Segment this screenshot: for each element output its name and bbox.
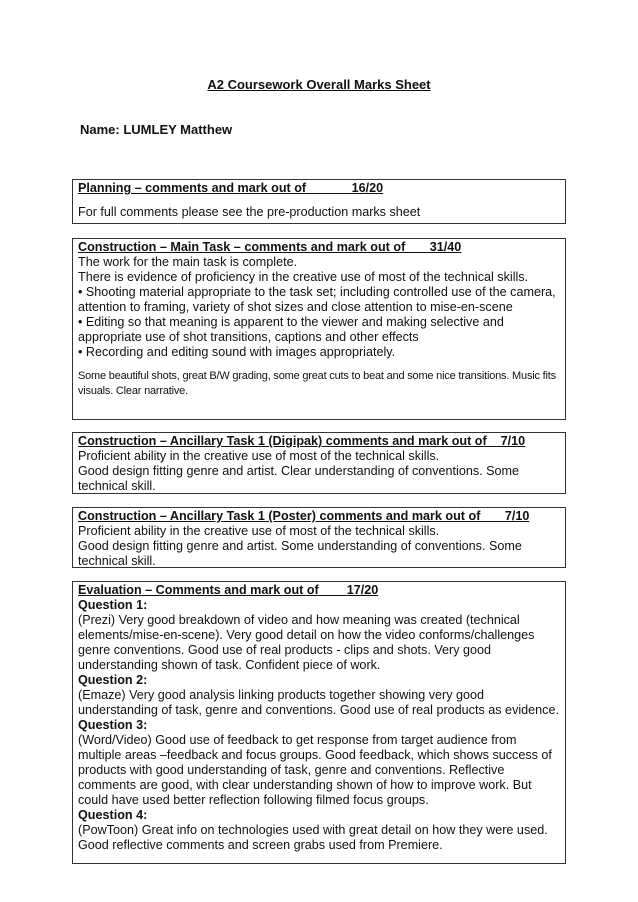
main-task-heading: Construction – Main Task – comments and mark out of 31/40 [78,240,462,254]
evaluation-section [72,581,566,864]
ancillary-poster-heading: Construction – Ancillary Task 1 (Poster) comments and mark out of 7/10 [78,509,530,523]
question-comment: (Emaze) Very good analysis linking products together showing very good understanding of task, genre and conventions. Good use of real products as evidence. [78,688,559,717]
ancillary-digipak-line: Good design fitting genre and artist. Clear understanding of conventions. Some technical skill. [78,464,520,493]
main-task-line: The work for the main task is complete. [78,255,298,269]
main-task-note: Some beautiful shots, great B/W grading, some great cuts to beat and some nice transitions. Music fits visuals. Clear narrative. [78,370,556,397]
question-label: Question 1: [78,598,148,612]
planning-section [72,179,566,224]
main-task-bullet: • Recording and editing sound with images appropriately. [78,345,396,359]
main-task-bullet: • Editing so that meaning is apparent to the viewer and making selective and appropriate use of shot transitions, captions and other effects [78,315,504,344]
question-comment: (PowToon) Great info on technologies used with great detail on how they were used. Good reflective comments and screen grabs used from Premiere. [78,823,548,852]
question-label: Question 4: [78,808,148,822]
evaluation-heading: Evaluation – Comments and mark out of 17/20 [78,583,379,597]
question-comment: (Word/Video) Good use of feedback to get response from target audience from multiple areas –feedback and focus groups. Good feedback, which shows success of products with good understanding of task, genre and conventions. Reflective comments are good, with clear understanding shown of how to improve work. But could have used better reflection following filmed focus groups. [78,733,552,807]
document-title: A2 Coursework Overall Marks Sheet [207,77,431,92]
ancillary-digipak-section [72,432,566,494]
main-task-line: There is evidence of proficiency in the creative use of most of the technical skills. [78,270,529,284]
ancillary-digipak-heading: Construction – Ancillary Task 1 (Digipak) comments and mark out of 7/10 [78,434,526,448]
ancillary-poster-section [72,507,566,568]
question-comment: (Prezi) Very good breakdown of video and how meaning was created (technical elements/mise-en-scene). Very good detail on how the video conforms/challenges genre conventions. Good use of real products - clips and shots. Very good understanding shown of task. Confident piece of work. [78,613,535,672]
main-task-bullet: • Shooting material appropriate to the task set; including controlled use of the camera, attention to framing, variety of shot sizes and close attention to mise-en-scene [78,285,556,314]
question-label: Question 2: [78,673,148,687]
planning-comment: For full comments please see the pre-production marks sheet [78,205,421,219]
planning-heading: Planning – comments and mark out of 16/20 [78,181,384,195]
ancillary-digipak-line: Proficient ability in the creative use of most of the technical skills. [78,449,440,463]
spacer [78,196,560,205]
ancillary-poster-line: Good design fitting genre and artist. Some understanding of conventions. Some technical skill. [78,539,522,568]
main-task-section [72,238,566,420]
ancillary-poster-line: Proficient ability in the creative use of most of the technical skills. [78,524,440,538]
student-name: Name: LUMLEY Matthew [80,122,233,137]
question-label: Question 3: [78,718,148,732]
